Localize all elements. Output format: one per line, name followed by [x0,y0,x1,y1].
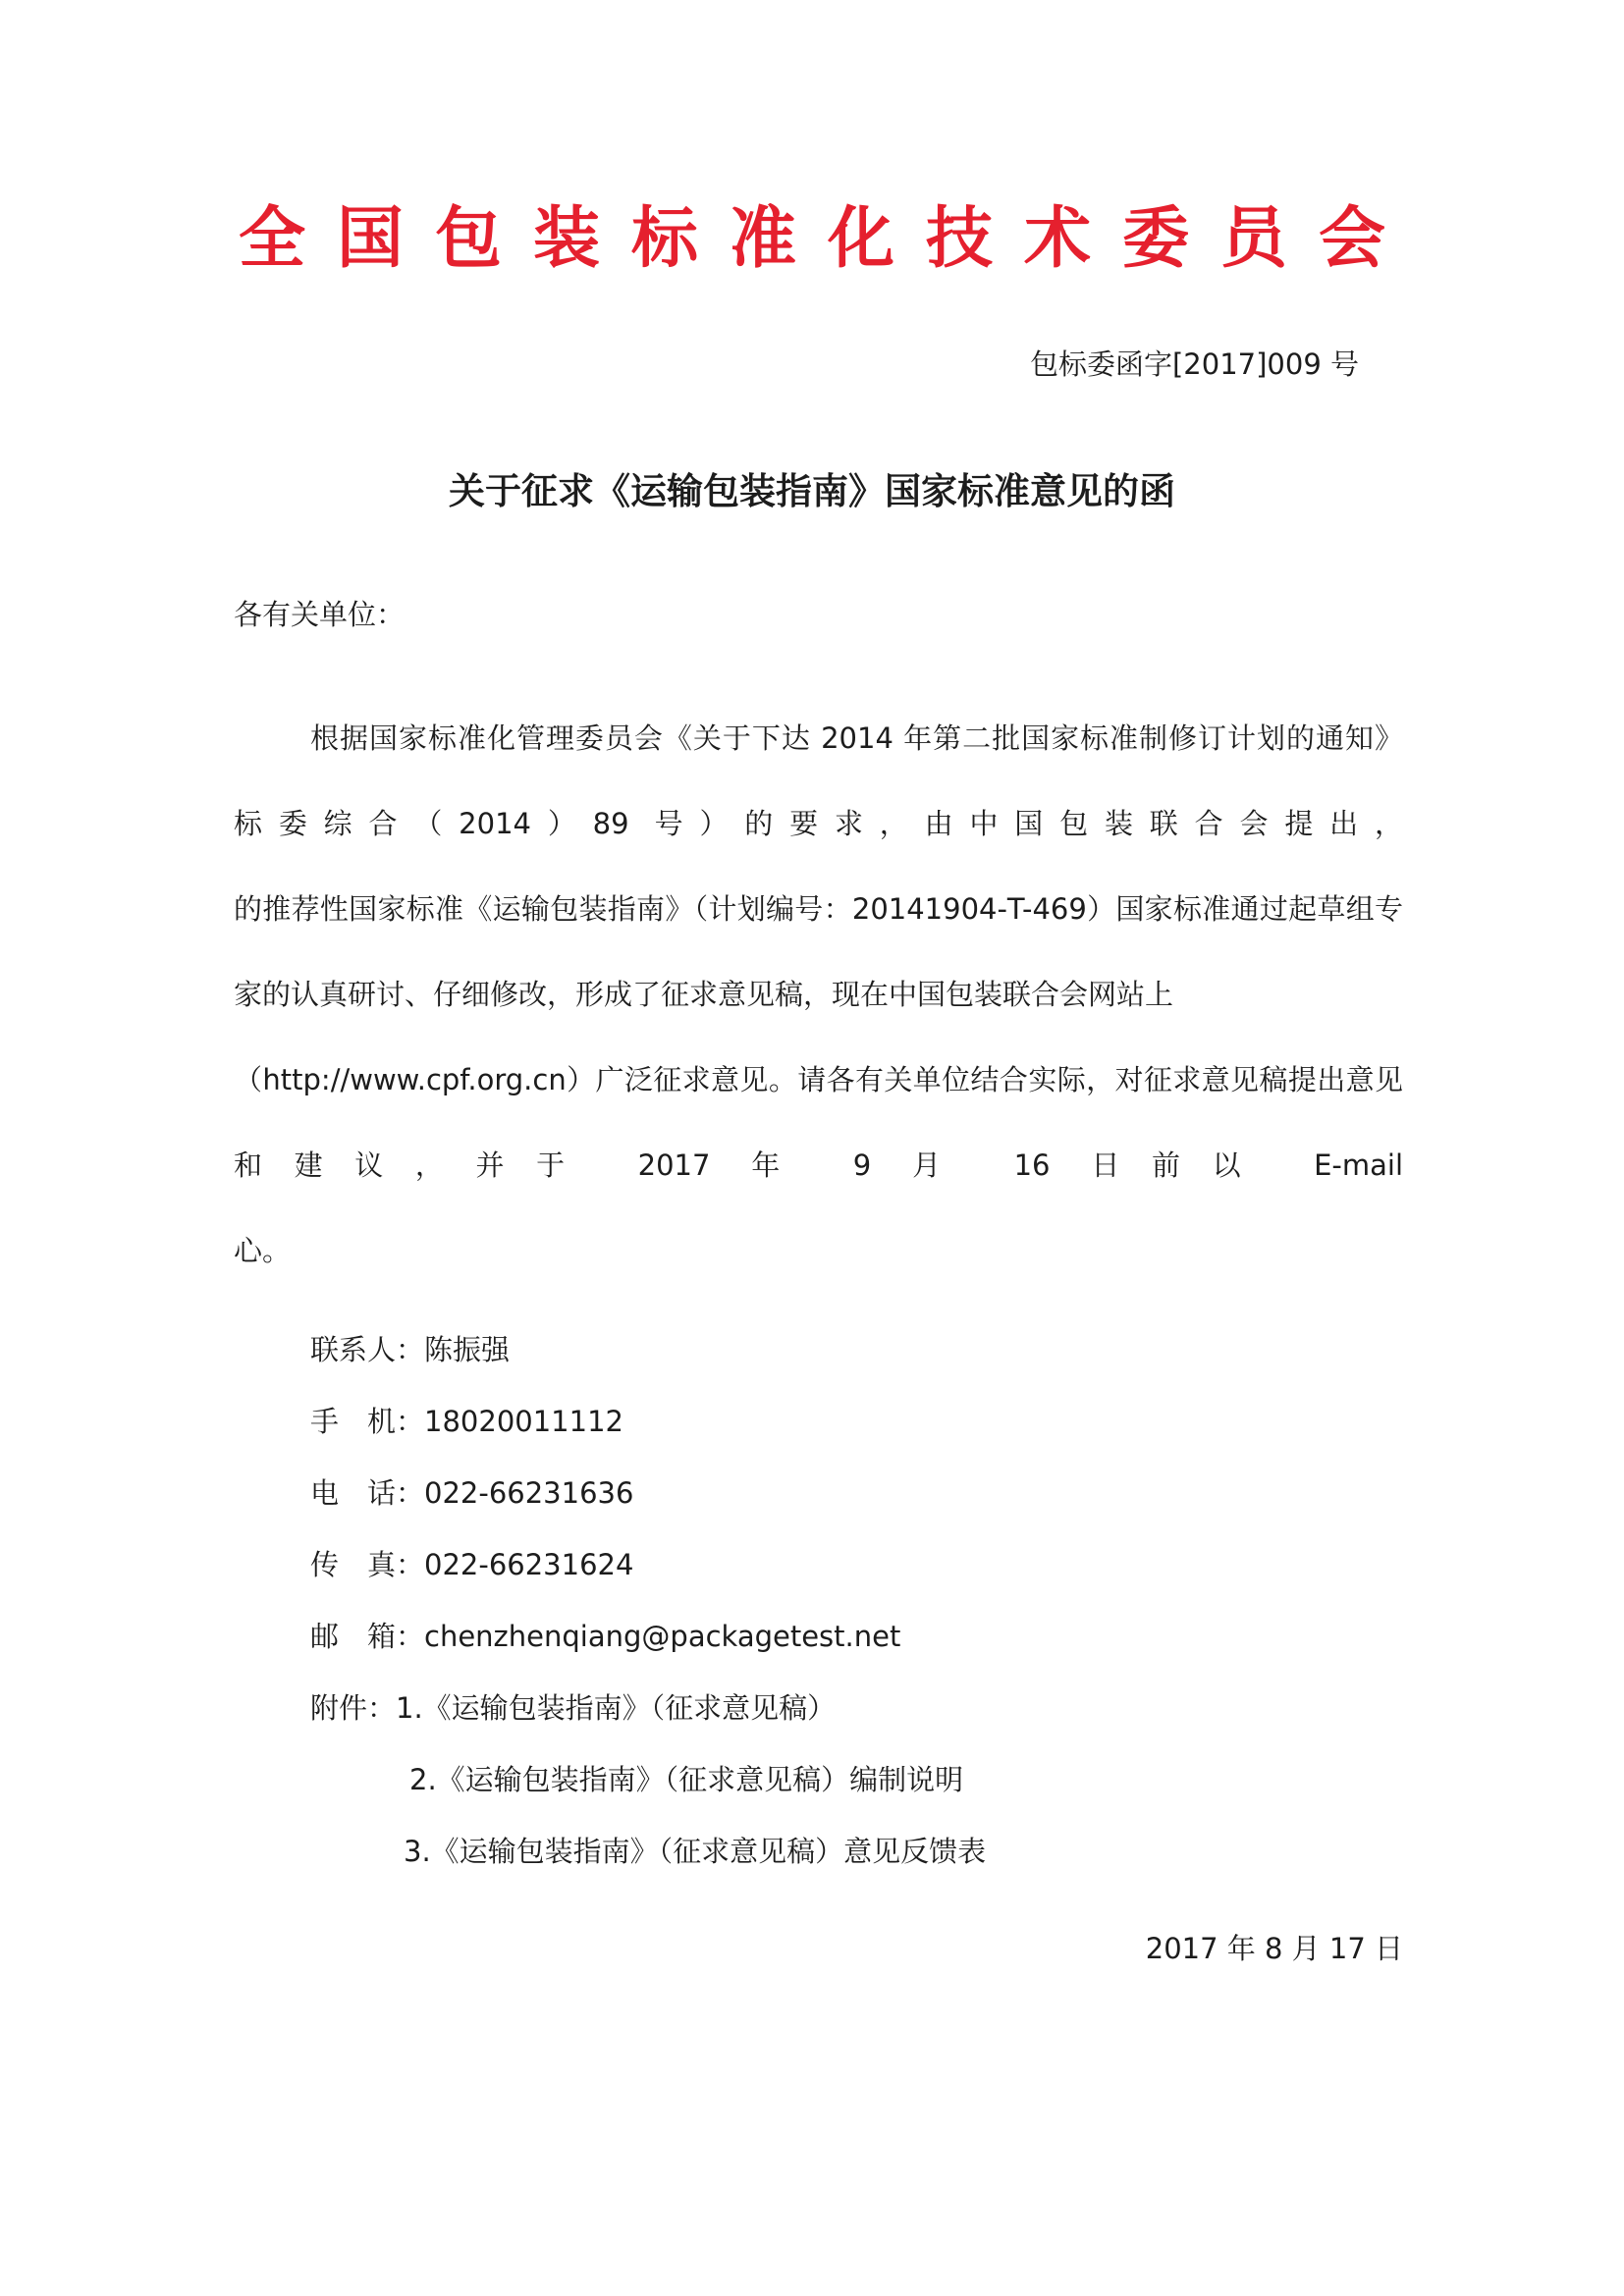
contact-phone-label: 电 话： [310,1476,425,1510]
body-line: （http://www.cpf.org.cn）广泛征求意见。请各有关单位结合实际，对征求意见稿提出意见 [234,1063,1403,1096]
contact-block [310,1314,986,1888]
contact-mobile-value: 18020011112 [424,1405,623,1438]
body-line: 根据国家标准化管理委员会《关于下达 2014 年第二批国家标准制修订计划的通知》 [310,721,1403,755]
contact-mobile-label: 手 机： [310,1405,425,1438]
attachment-item: 3.《运输包装指南》（征求意见稿）意见反馈表 [404,1835,987,1868]
body-line: 标委综合（2014）89 号）的要求，由中国包装联合会提出， [234,807,1403,840]
letter-subject: 关于征求《运输包装指南》国家标准意见的函 [449,470,1175,512]
letter-date: 2017 年 8 月 17 日 [1145,1932,1403,1965]
contact-phone-value: 022-66231636 [424,1476,634,1510]
contact-person-value: 陈振强 [424,1333,511,1366]
contact-person-row [310,1314,986,1386]
contact-phone-row [310,1458,986,1529]
attachment-row-1 [310,1673,986,1744]
contact-fax-row [310,1529,986,1601]
salutation: 各有关单位： [234,598,406,631]
contact-email-label: 邮 箱： [310,1620,425,1653]
attachment-item: 2.《运输包装指南》（征求意见稿）编制说明 [409,1763,964,1796]
contact-fax-label: 传 真： [310,1548,425,1581]
contact-person-label: 联系人： [310,1333,425,1366]
contact-fax-value: 022-66231624 [424,1548,634,1581]
body-line: 和建议，并于 2017 年 9 月 16 日前以 E-mail [234,1148,1403,1182]
attachment-row-2 [310,1744,986,1816]
body-line: 心。 [234,1234,292,1267]
contact-mobile-row [310,1386,986,1458]
body-paragraph [234,696,1403,1294]
attachment-item: 1.《运输包装指南》（征求意见稿） [396,1691,837,1725]
contact-email-row [310,1601,986,1673]
attachments-label: 附件： [310,1691,397,1725]
body-line: 家的认真研讨、仔细修改，形成了征求意见稿，现在中国包装联合会网站上 [234,978,1174,1011]
body-line: 的推荐性国家标准《运输包装指南》（计划编号：20141904-T-469）国家标准通过起草组专 [234,892,1403,926]
document-number: 包标委函字[2017]009 号 [1029,347,1359,381]
attachment-row-3 [310,1816,986,1888]
contact-email-value: chenzhenqiang@packagetest.net [424,1620,901,1653]
letterhead-org-name: 全国包装标准化技术委员会 [238,202,1417,277]
